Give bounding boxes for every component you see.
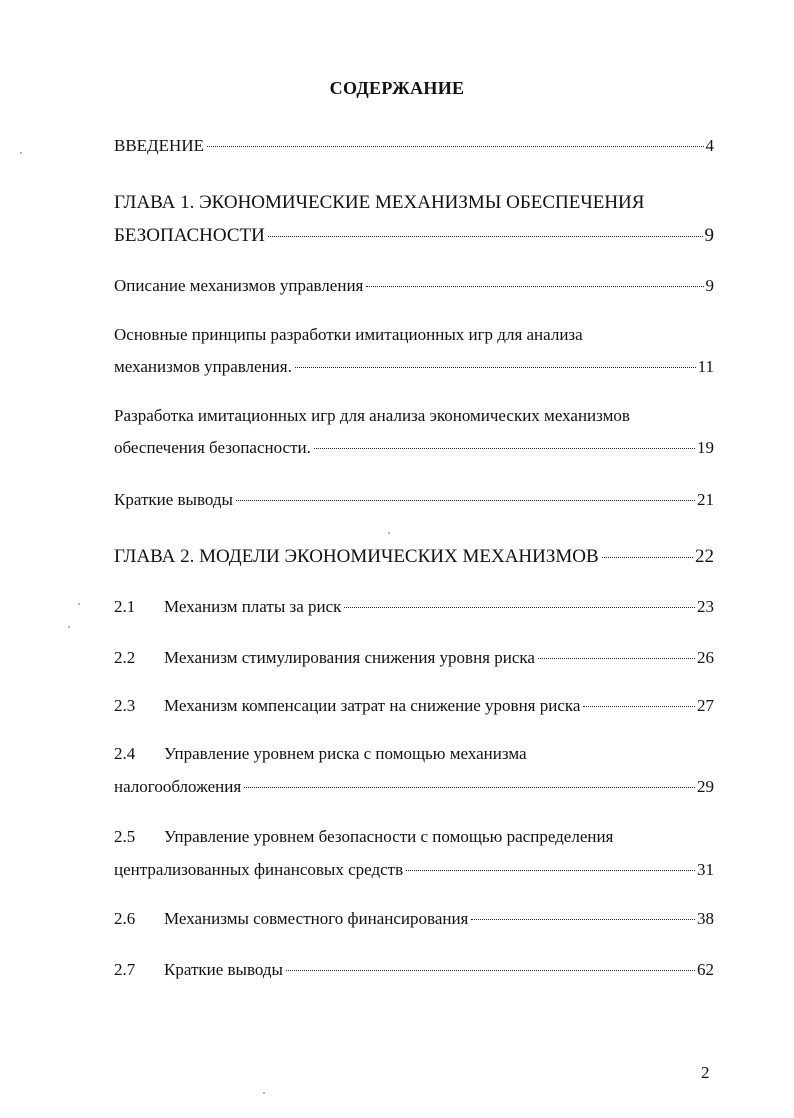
dot-leader: [207, 145, 704, 147]
toc-entry-title: Механизм платы за риск: [164, 597, 342, 616]
toc-entry-title-line1: Управление уровнем риска с помощью механизма: [164, 744, 527, 763]
dot-leader: [236, 499, 695, 501]
toc-entry-page: 38: [697, 909, 714, 928]
toc-entry-page: 9: [705, 276, 714, 295]
dot-leader: [471, 918, 695, 920]
dot-leader: [366, 285, 703, 287]
toc-entry-page: 22: [695, 546, 714, 567]
toc-entry-section-2-2: [114, 648, 714, 672]
toc-entry-chapter1: [114, 225, 714, 249]
toc-entry-section-1-2-line1: Основные принципы разработки имитационных игр для анализа: [114, 325, 583, 344]
toc-entry-title: Краткие выводы: [164, 960, 283, 979]
toc-entry-section-2-4-line1: [114, 744, 714, 768]
toc-entry-section-2-6: [114, 909, 714, 933]
toc-entry-chapter1-line1: ГЛАВА 1. ЭКОНОМИЧЕСКИЕ МЕХАНИЗМЫ ОБЕСПЕЧЕНИЯ: [114, 192, 645, 213]
scan-speck: [78, 603, 80, 605]
toc-entry-title: Краткие выводы: [114, 490, 233, 509]
scan-speck: [68, 626, 70, 628]
dot-leader: [538, 657, 695, 659]
toc-entry-number: 2.5: [114, 827, 136, 846]
toc-entry-page: 11: [697, 357, 714, 376]
toc-entry-number: 2.7: [114, 960, 136, 979]
toc-entry-title-line1: Управление уровнем безопасности с помощью распределения: [164, 827, 614, 846]
toc-entry-number: 2.2: [114, 648, 136, 667]
toc-entry-page: 29: [697, 777, 714, 796]
toc-entry-page: 27: [697, 696, 714, 715]
toc-entry-section-2-3: [114, 696, 714, 720]
dot-leader: [268, 235, 703, 237]
dot-leader: [344, 606, 695, 608]
toc-entry-title: Описание механизмов управления: [114, 276, 364, 295]
toc-entry-title: централизованных финансовых средств: [114, 860, 404, 879]
toc-entry-page: 26: [697, 648, 714, 667]
toc-entry-title: обеспечения безопасности.: [114, 438, 311, 457]
toc-entry-title: ВВЕДЕНИЕ: [114, 136, 204, 155]
toc-entry-page: 4: [705, 136, 714, 155]
toc-entry-title: Механизмы совместного финансирования: [164, 909, 469, 928]
toc-entry-title: Механизм компенсации затрат на снижение уровня риска: [164, 696, 581, 715]
toc-entry-section-2-1: [114, 597, 714, 621]
scan-speck: [20, 152, 22, 154]
toc-entry-section-1-4: [114, 490, 714, 514]
toc-entry-title: механизмов управления.: [114, 357, 292, 376]
toc-entry-page: 19: [697, 438, 714, 457]
dot-leader: [286, 969, 695, 971]
page-number: 2: [701, 1063, 710, 1082]
toc-entry-section-2-4: [114, 777, 714, 801]
toc-entry-page: 9: [704, 225, 714, 246]
toc-entry-number: 2.3: [114, 696, 136, 715]
toc-entry-page: 31: [697, 860, 714, 879]
toc-entry-number: 2.4: [114, 744, 136, 763]
page-title: СОДЕРЖАНИЕ: [329, 78, 465, 98]
toc-entry-title: БЕЗОПАСНОСТИ: [114, 225, 265, 246]
toc-entry-number: 2.6: [114, 909, 136, 928]
toc-entry-section-1-3: [114, 438, 714, 462]
dot-leader: [244, 786, 695, 788]
toc-entry-chapter2: [114, 546, 714, 570]
dot-leader: [602, 556, 693, 558]
toc-entry-intro: [114, 136, 714, 160]
toc-entry-section-1-2: [114, 357, 714, 381]
toc-entry-page: 21: [697, 490, 714, 509]
scan-speck: [263, 1092, 265, 1094]
scan-speck: [388, 532, 390, 534]
dot-leader: [314, 447, 695, 449]
dot-leader: [406, 869, 695, 871]
toc-entry-section-2-5: [114, 860, 714, 884]
dot-leader: [295, 366, 696, 368]
toc-entry-title: Механизм стимулирования снижения уровня риска: [164, 648, 535, 667]
toc-entry-section-1-1: [114, 276, 714, 300]
toc-entry-section-2-5-line1: [114, 827, 714, 851]
toc-entry-section-1-3-line1: Разработка имитационных игр для анализа экономических механизмов: [114, 406, 630, 425]
toc-entry-title: ГЛАВА 2. МОДЕЛИ ЭКОНОМИЧЕСКИХ МЕХАНИЗМОВ: [114, 546, 599, 567]
toc-entry-number: 2.1: [114, 597, 136, 616]
toc-entry-page: 62: [697, 960, 714, 979]
toc-entry-title: налогообложения: [114, 777, 242, 796]
dot-leader: [583, 705, 695, 707]
toc-entry-page: 23: [697, 597, 714, 616]
toc-entry-section-2-7: [114, 960, 714, 984]
